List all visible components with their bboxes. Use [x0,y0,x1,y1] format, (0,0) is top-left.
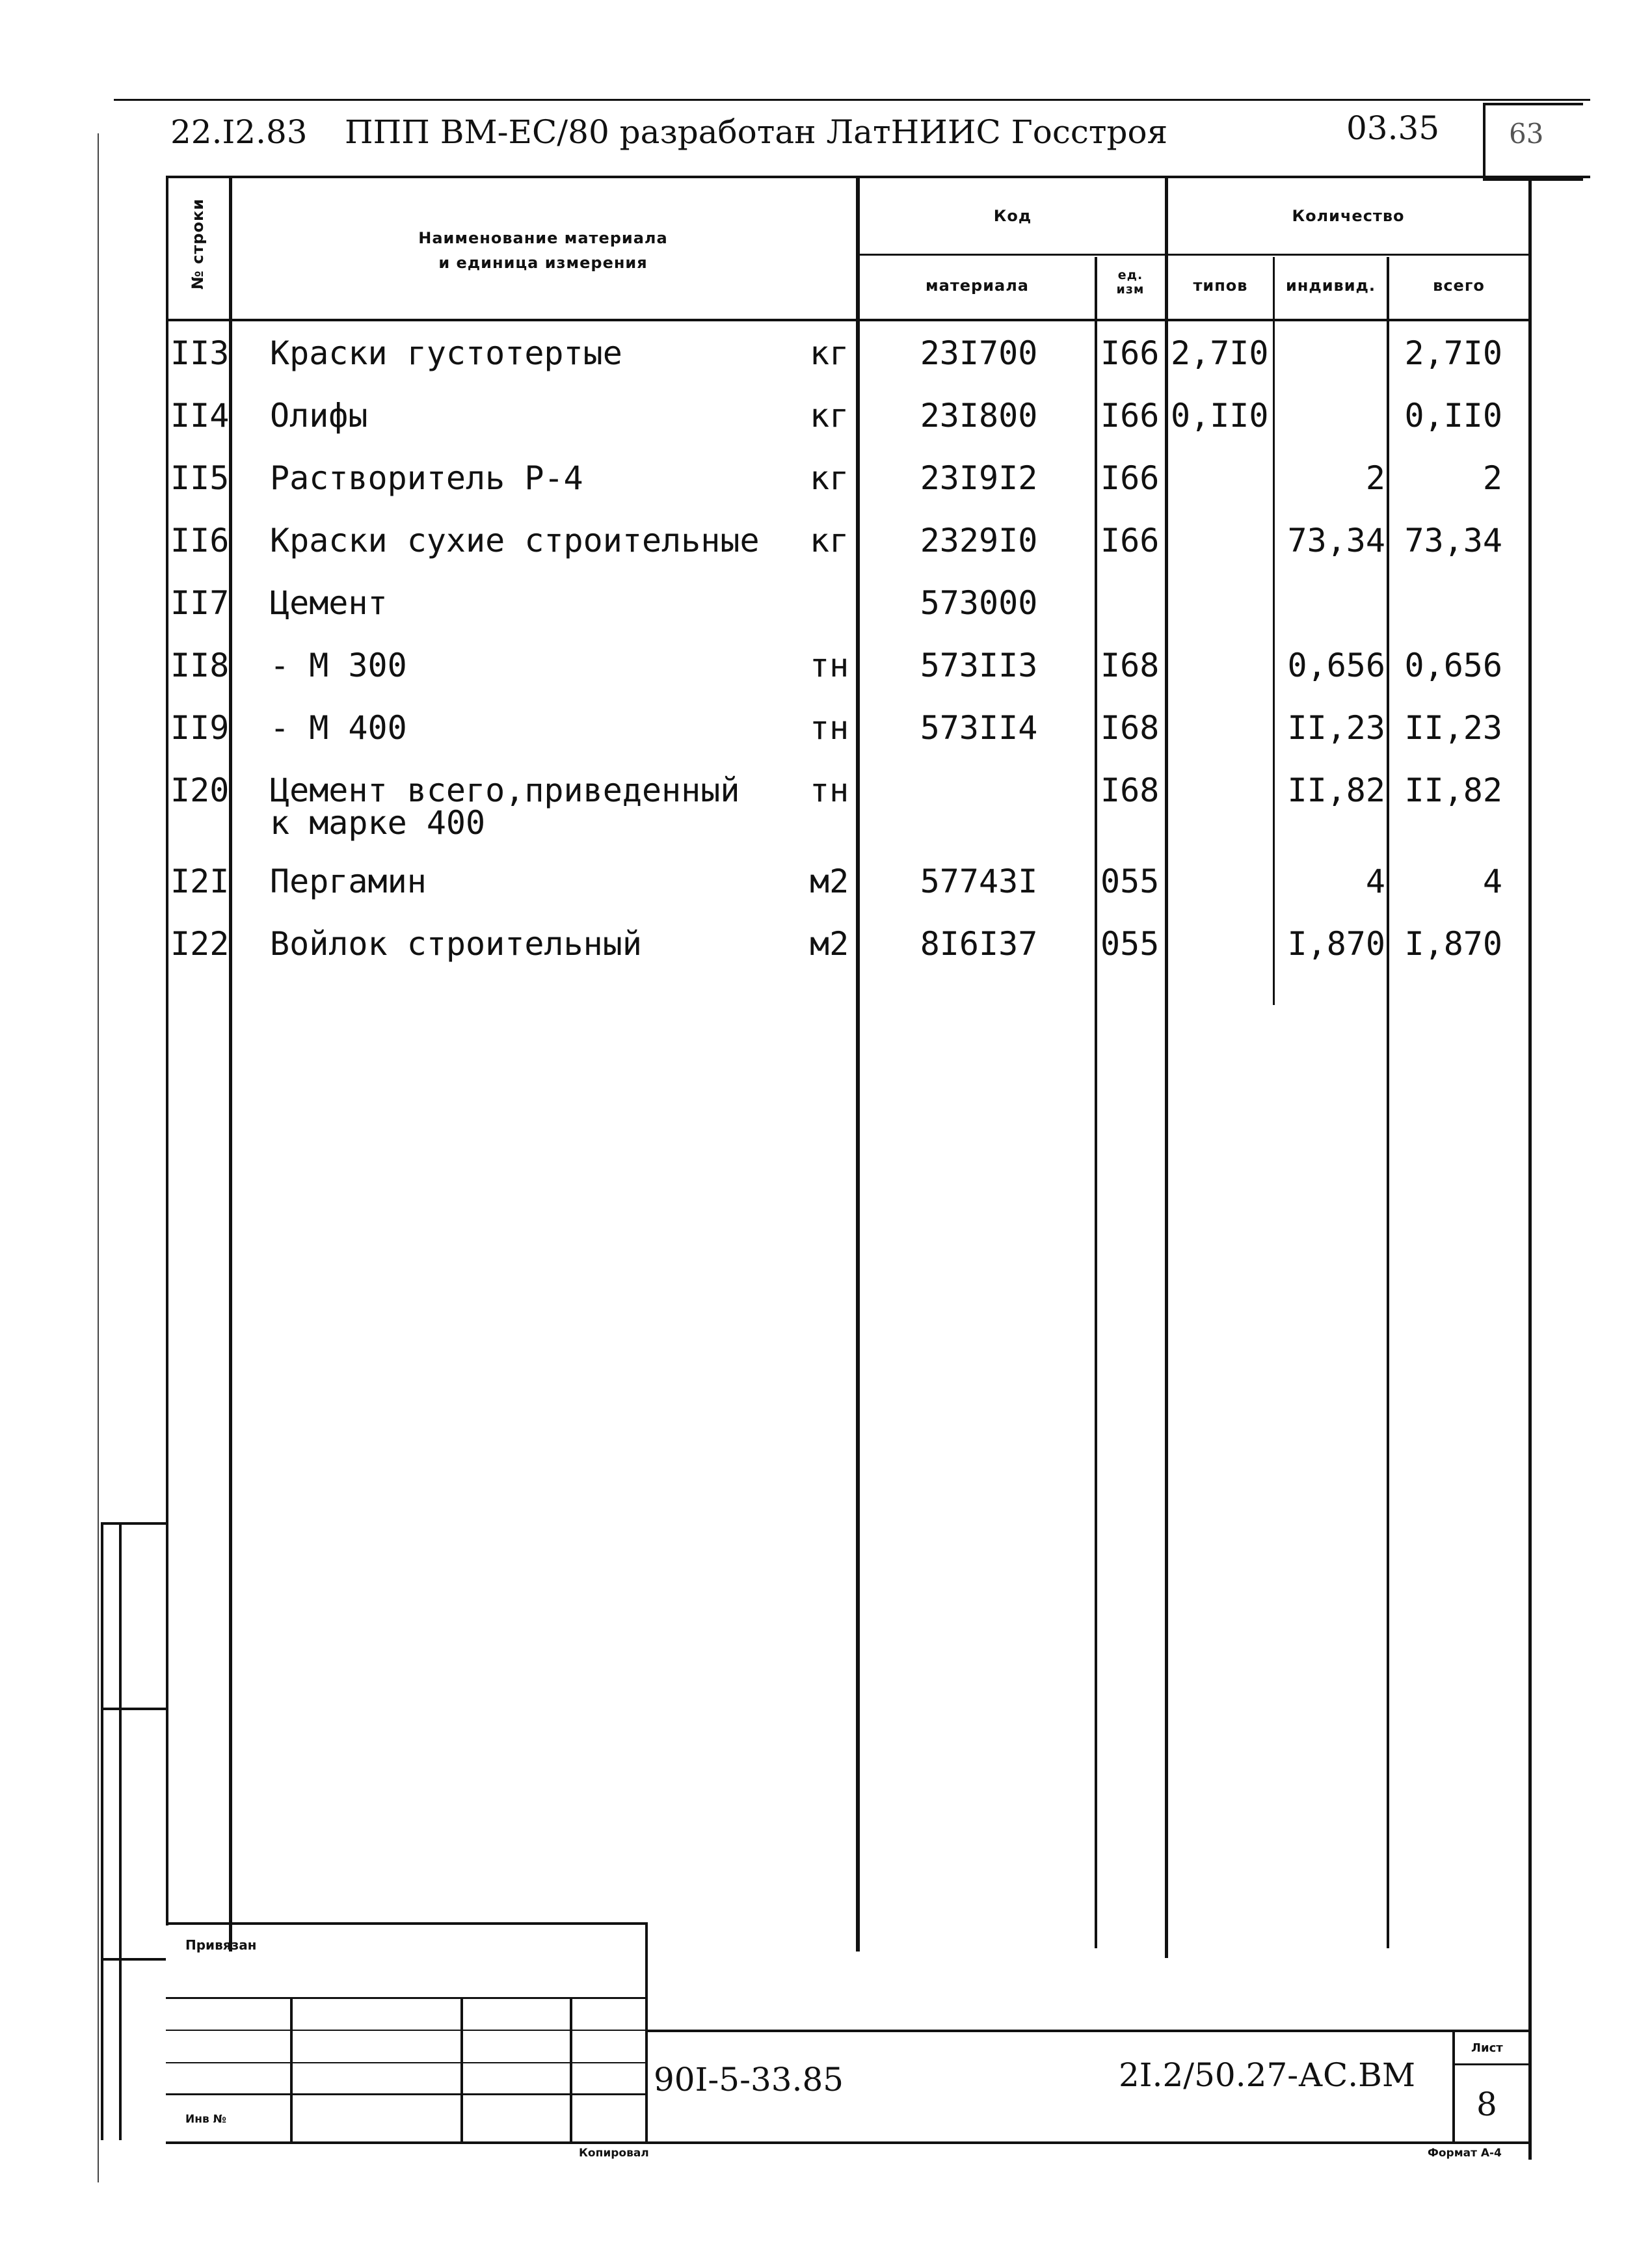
row-individual: 2 [1365,459,1385,497]
tb-row-2 [166,2030,647,2031]
row-unit: кг [810,334,849,372]
row-no: I20 [170,771,230,809]
row-unit: кг [810,459,849,497]
row-unit-code: I66 [1100,459,1160,497]
sheet-number: 8 [1476,2086,1497,2123]
header-stamp: 63 [1509,118,1544,150]
col-header-qty: Количество [1292,207,1405,225]
margin-strip-top [101,1522,166,1525]
tb-doc-top [645,2030,1532,2032]
row-total: 2,7I0 [1404,334,1502,372]
margin-strip-left [101,1522,103,2140]
col-unit-sep [1165,176,1168,1958]
row-no: I22 [170,925,230,963]
row-name: Краски густотертые [270,334,622,372]
row-material-code: 23I9I2 [920,459,1038,497]
row-material-code: 573II3 [920,647,1038,684]
col-header-code: Код [993,207,1032,225]
tb-col-2 [460,1997,463,2143]
tb-col-3 [570,1997,572,2143]
col-typ-sep [1273,257,1275,1005]
col-header-name-2: и единица измерения [438,254,648,272]
sheet-box-left [1452,2030,1455,2143]
header-line: ППП ВМ-ЕС/80 разработан ЛатНИИС Госстроя [345,113,1168,151]
sheet-code: 2I.2/50.27-АС.ВМ [1119,2056,1416,2094]
inv-label: Инв № [185,2113,227,2126]
row-unit-code: I68 [1100,771,1160,809]
row-total: II,23 [1404,709,1502,747]
row-total: 4 [1482,863,1502,900]
top-rule [114,99,1590,101]
header-mid-rule [856,254,1530,256]
row-individual: 73,34 [1287,522,1385,559]
bottom-rule [166,2141,1532,2144]
row-name: Пергамин [270,863,427,900]
sheet-label: Лист [1471,2041,1503,2055]
row-unit: тн [810,771,849,809]
row-material-code: 8I6I37 [920,925,1038,963]
row-no: II4 [170,397,230,435]
row-unit-code: I66 [1100,334,1160,372]
row-unit: м2 [810,863,849,900]
row-name: - М 400 [270,709,407,747]
tb-row-3 [166,2062,647,2063]
border-right [1528,176,1532,2160]
row-individual: II,82 [1287,771,1385,809]
header-bottom-rule [166,319,1530,321]
margin-strip-bottom [101,1958,166,1961]
doc-number: 90I-5-33.85 [654,2061,844,2099]
row-total: 0,II0 [1404,397,1502,435]
row-total: I,870 [1404,925,1502,963]
row-unit: тн [810,709,849,747]
tb-top-left [166,1922,647,1925]
row-total: 73,34 [1404,522,1502,559]
row-typical: 0,II0 [1171,397,1269,435]
row-total: 0,656 [1404,647,1502,684]
row-no: II9 [170,709,230,747]
row-unit-code: I68 [1100,647,1160,684]
format-label: Формат А-4 [1428,2147,1502,2160]
col-header-row-no: № строки [189,198,207,290]
header-rule [166,176,1590,178]
row-unit-code: 055 [1100,863,1160,900]
row-no: II7 [170,584,230,622]
row-typical: 2,7I0 [1171,334,1269,372]
row-unit: кг [810,522,849,559]
margin-strip-inner [119,1522,122,2140]
col-header-material: материала [926,276,1029,295]
row-individual: II,23 [1287,709,1385,747]
sheet-box-mid [1452,2063,1530,2065]
col-name-sep [856,176,860,1952]
row-material-code: 57743I [920,863,1038,900]
col-mat-sep [1095,257,1097,1948]
row-material-code: 573000 [920,584,1038,622]
row-unit-code: I68 [1100,709,1160,747]
tb-col-1 [290,1997,293,2143]
row-material-code: 573II4 [920,709,1038,747]
row-name: Войлок строительный [270,925,642,963]
row-individual: 0,656 [1287,647,1385,684]
col-header-unit-code: ед. изм [1116,268,1145,297]
row-unit: кг [810,397,849,435]
row-unit: тн [810,647,849,684]
row-name: Цемент всего,приведенный [270,771,740,809]
margin-strip-mid [101,1708,166,1710]
tb-bound-right [645,1922,648,2143]
row-material-code: 23I700 [920,334,1038,372]
row-no: I2I [170,863,230,900]
col-header-typical: типов [1193,276,1248,295]
row-total: 2 [1482,459,1502,497]
row-name-line2: к марке 400 [270,804,486,842]
tb-row-4 [166,2093,647,2095]
row-no: II6 [170,522,230,559]
row-individual: 4 [1365,863,1385,900]
row-no: II8 [170,647,230,684]
row-material-code: 23I800 [920,397,1038,435]
copied-label: Копировал [579,2147,649,2160]
row-name: Краски сухие строительные [270,522,760,559]
col-header-total: всего [1433,276,1485,295]
row-unit: м2 [810,925,849,963]
col-no-sep [229,176,232,1952]
col-header-name-1: Наименование материала [418,229,668,247]
row-name: - М 300 [270,647,407,684]
tb-row-1 [166,1997,647,1999]
col-header-individual: индивид. [1285,276,1376,295]
row-total: II,82 [1404,771,1502,809]
margin-edge [98,133,99,2182]
bound-label: Привязан [185,1937,257,1953]
row-no: II5 [170,459,230,497]
row-name: Олифы [270,397,368,435]
row-unit-code: I66 [1100,397,1160,435]
row-material-code: 2329I0 [920,522,1038,559]
header-code: 03.35 [1346,109,1440,147]
row-unit-code: I66 [1100,522,1160,559]
row-no: II3 [170,334,230,372]
row-individual: I,870 [1287,925,1385,963]
row-name: Растворитель Р-4 [270,459,583,497]
header-date: 22.I2.83 [170,113,308,151]
row-name: Цемент [270,584,388,622]
col-ind-sep [1387,257,1389,1948]
row-unit-code: 055 [1100,925,1160,963]
border-left [166,176,168,1925]
